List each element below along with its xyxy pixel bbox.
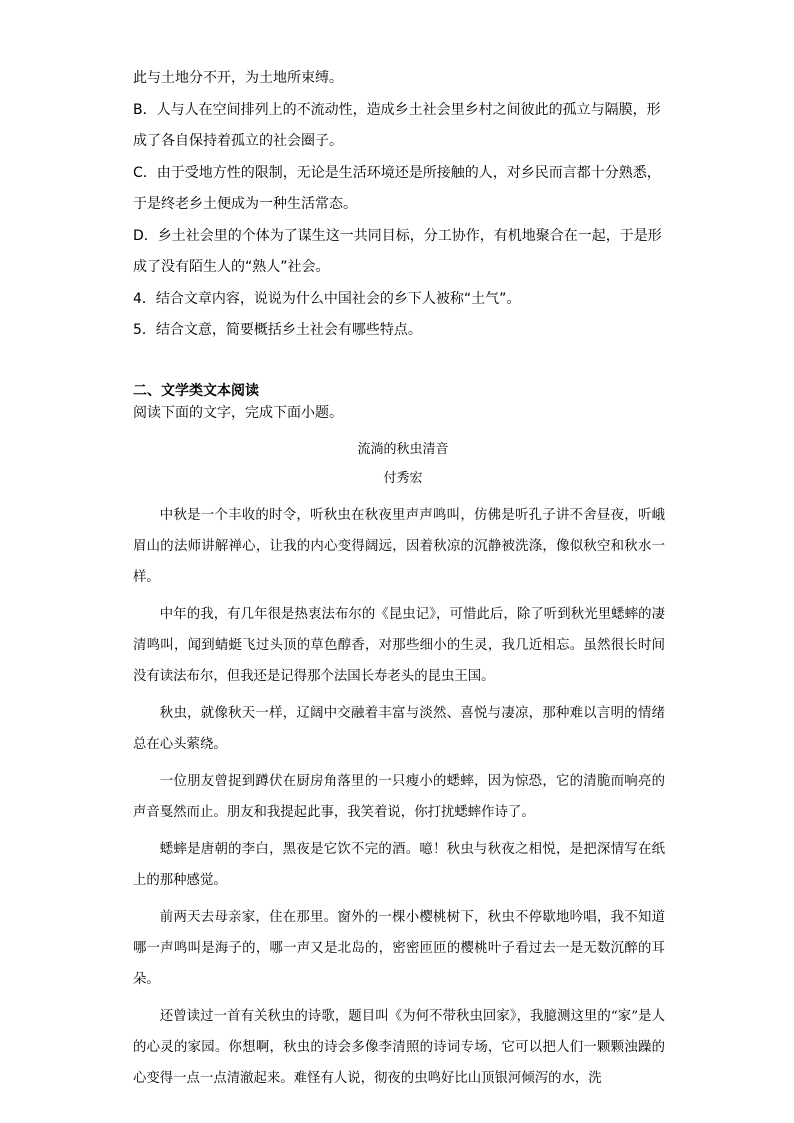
article-paragraph: 一位朋友曾捉到蹲伏在厨房角落里的一只瘦小的蟋蟀，因为惊恐，它的清脆而响亮的声音戛然而止。朋友和我提起此事，我笑着说，你打扰蟋蟀作诗了。 bbox=[133, 774, 665, 820]
article-paragraph: 秋虫，就像秋天一样，辽阔中交融着丰富与淡然、喜悦与凄凉，那种难以言明的情绪总在心头萦绕。 bbox=[133, 706, 665, 752]
article-paragraph: 中年的我，有几年很是热衷法布尔的《昆虫记》，可惜此后，除了听到秋光里蟋蟀的凄清鸣叫，闻到蜻蜓飞过头顶的草色醇香，对那些细小的生灵，我几近相忘。虽然很长时间没有读法布尔，但我还是记得那个法国长寿老头的昆虫王国。 bbox=[133, 607, 665, 684]
question-4: 4．结合文章内容，说说为什么中国社会的乡下人被称“土气”。 bbox=[133, 290, 521, 307]
section-header bbox=[133, 380, 673, 424]
article-paragraph: 中秋是一个丰收的时令，听秋虫在秋夜里声声鸣叫，仿佛是听孔子讲不舍昼夜，听峨眉山的法师讲解禅心，让我的内心变得阔远，因着秋凉的沉静被洗涤，像似秋空和秋水一样。 bbox=[133, 508, 665, 585]
article-paragraph: 还曾读过一首有关秋虫的诗歌，题目叫《为何不带秋虫回家》，我臆测这里的“家”是人的心灵的家园。你想啊，秋虫的诗会多像李清照的诗词专场，它可以把人们一颗颗浊躁的心变得一点一点清澈起来。难怪有人说，彻夜的虫鸣好比山顶银河倾泻的水，洗 bbox=[133, 1009, 665, 1086]
option-c-line-cont: 于是终老乡土便成为一种生活常态。 bbox=[133, 196, 357, 212]
article-paragraph: 蟋蟀是唐朝的李白，黑夜是它饮不完的酒。噫！秋虫与秋夜之相悦，是把深情写在纸上的那种感觉。 bbox=[133, 842, 665, 888]
option-c-line: C．由于受地方性的限制，无论是生活环境还是所接触的人，对乡民而言都十分熟悉， bbox=[133, 164, 661, 181]
article-paragraph: 前两天去母亲家，住在那里。窗外的一棵小樱桃树下，秋虫不停歇地吟唱，我不知道哪一声鸣叫是海子的，哪一声又是北岛的，密密匝匝的樱桃叶子看过去一是无数沉醉的耳朵。 bbox=[133, 910, 665, 987]
option-b-line: B．人与人在空间排列上的不流动性，造成乡土社会里乡村之间彼此的孤立与隔膜，形 bbox=[133, 101, 661, 118]
question-line: 此与土地分不开，为土地所束缚。 bbox=[133, 70, 343, 86]
article-title: 流淌的秋虫清音 bbox=[357, 442, 449, 457]
question-5: 5．结合文意，简要概括乡土社会有哪些特点。 bbox=[133, 322, 422, 338]
article-author: 付秀宏 bbox=[383, 471, 423, 486]
option-d-line: D．乡土社会里的个体为了谋生这一共同目标，分工协作，有机地聚合在一起，于是形 bbox=[133, 227, 662, 244]
option-d-line-cont: 成了没有陌生人的“熟人”社会。 bbox=[133, 259, 330, 275]
section-heading: 二、文学类文本阅读 bbox=[133, 383, 259, 399]
article-body bbox=[133, 500, 665, 1100]
option-b-line-cont: 成了各自保持着孤立的社会圈子。 bbox=[133, 133, 343, 149]
question-block bbox=[133, 63, 673, 347]
section-intro: 阅读下面的文字，完成下面小题。 bbox=[133, 405, 343, 421]
